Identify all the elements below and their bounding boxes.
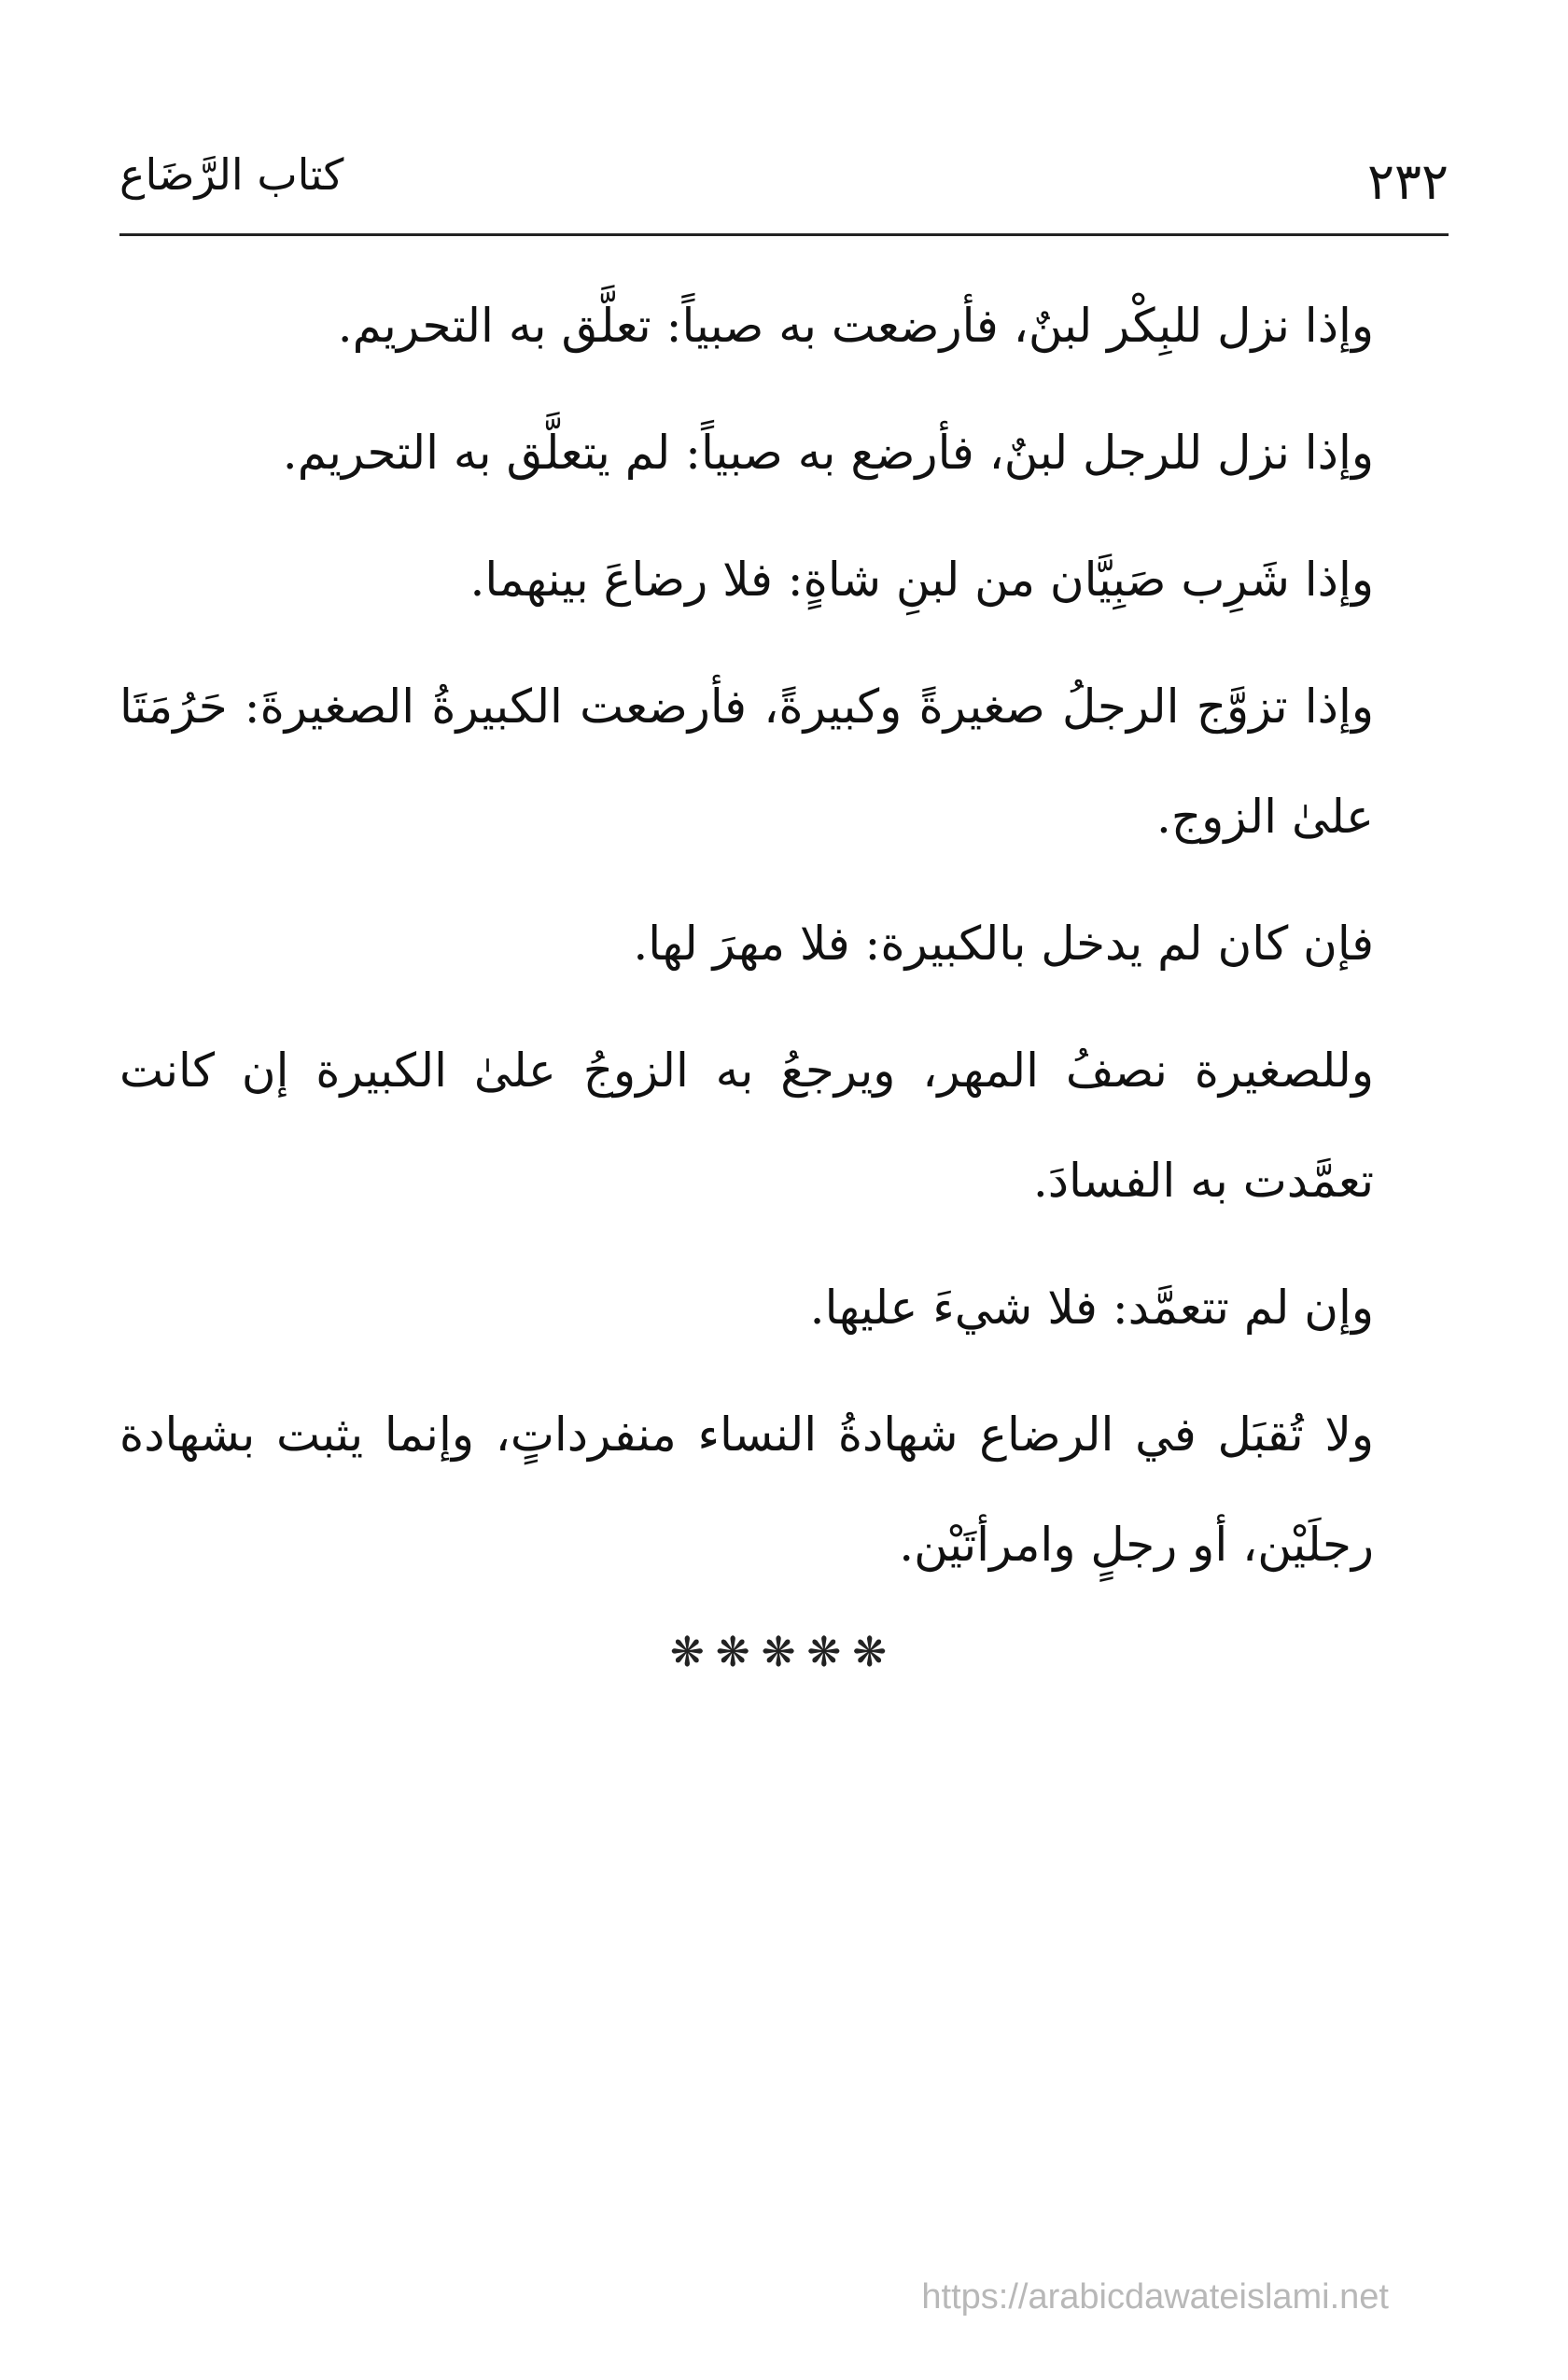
source-url-watermark: https://arabicdawateislami.net	[921, 2277, 1389, 2317]
page-number: ٢٣٢	[1366, 152, 1449, 211]
body-text	[119, 271, 1449, 1617]
paragraph-6: وللصغيرة نصفُ المهر، ويرجعُ به الزوجُ علىٰ الكبيرة إن كانت تعمَّدت به الفسادَ.	[119, 1043, 1374, 1208]
page-header	[119, 140, 1449, 236]
section-separator: ❋❋❋❋❋	[669, 1629, 899, 1676]
paragraph-2: وإذا نزل للرجل لبنٌ، فأرضع به صبياً: لم يتعلَّق به التحريم.	[282, 426, 1374, 480]
paragraph-7: وإن لم تتعمَّد: فلا شيءَ عليها.	[809, 1281, 1374, 1335]
paragraph-8: ولا تُقبَل في الرضاع شهادةُ النساء منفرداتٍ، وإنما يثبت بشهادة رجلَيْن، أو رجلٍ وامرأتَيْن.	[119, 1407, 1374, 1572]
paragraph-1: وإذا نزل للبِكْر لبنٌ، فأرضعت به صبياً: تعلَّق به التحريم.	[337, 299, 1374, 353]
paragraph-4: وإذا تزوَّج الرجلُ صغيرةً وكبيرةً، فأرضعت الكبيرةُ الصغيرةَ: حَرُمَتَا علىٰ الزوج.	[119, 679, 1374, 844]
paragraph-3: وإذا شَرِب صَبِيَّان من لبنِ شاةٍ: فلا رضاعَ بينهما.	[469, 553, 1374, 607]
book-title: كتاب الرَّضَاع	[119, 149, 344, 200]
paragraph-5: فإن كان لم يدخل بالكبيرة: فلا مهرَ لها.	[633, 917, 1374, 971]
